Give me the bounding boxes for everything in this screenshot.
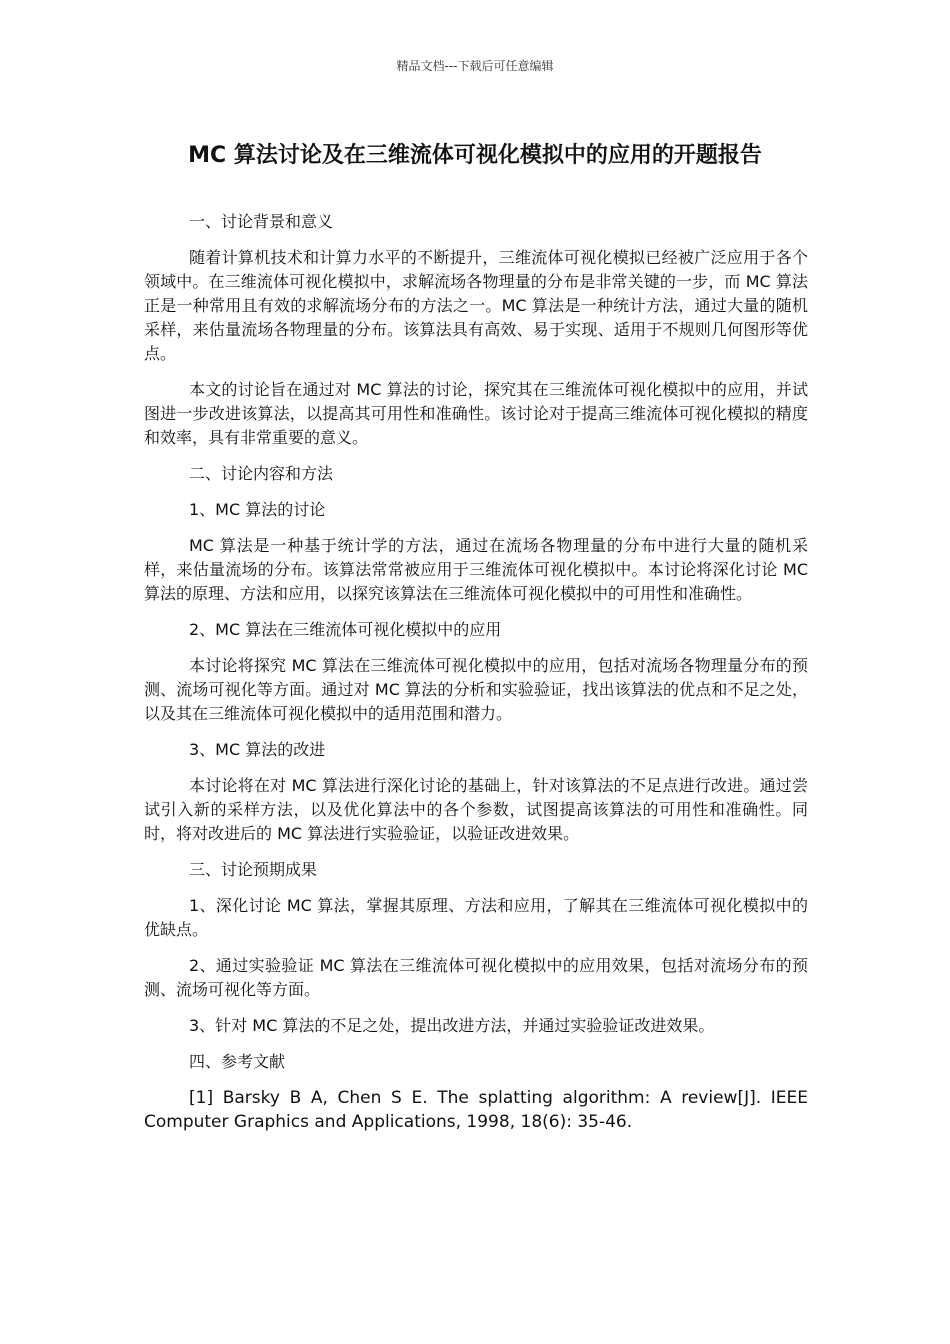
list-item: 2、通过实验验证 MC 算法在三维流体可视化模拟中的应用效果，包括对流场分布的预测、流场可视化等方面。: [144, 956, 808, 999]
subsection-heading: 3、MC 算法的改进: [189, 740, 326, 759]
paragraph: 本文的讨论旨在通过对 MC 算法的讨论，探究其在三维流体可视化模拟中的应用，并试图进一步改进该算法，以提高其可用性和准确性。该讨论对于提高三维流体可视化模拟的精度和效率，具有非常重要的意义。: [144, 380, 808, 447]
section-heading-expected-results: 三、讨论预期成果: [189, 860, 318, 879]
subsection-heading: 1、MC 算法的讨论: [189, 500, 326, 519]
section-heading-content-method: 二、讨论内容和方法: [189, 464, 334, 483]
reference-entry: [1] Barsky B A, Chen S E. The splatting algorithm: A review[J]. IEEE Computer Graphics and Applications, 1998, 18(6): 35-46.: [144, 1088, 808, 1132]
header-note: 精品文档---下载后可任意编辑: [396, 59, 554, 73]
document-body: [144, 210, 808, 1146]
paragraph: 本讨论将探究 MC 算法在三维流体可视化模拟中的应用，包括对流场各物理量分布的预测、流场可视化等方面。通过对 MC 算法的分析和实验验证，找出该算法的优点和不足之处，以及其在三维流体可视化模拟中的适用范围和潜力。: [144, 656, 808, 723]
subsection-heading: 2、MC 算法在三维流体可视化模拟中的应用: [189, 620, 502, 639]
paragraph: 本讨论将在对 MC 算法进行深化讨论的基础上，针对该算法的不足点进行改进。通过尝试引入新的采样方法，以及优化算法中的各个参数，试图提高该算法的可用性和准确性。同时，将对改进后的 MC 算法进行实验验证，以验证改进效果。: [144, 776, 808, 843]
list-item: 3、针对 MC 算法的不足之处，提出改进方法，并通过实验验证改进效果。: [189, 1016, 715, 1035]
paragraph: MC 算法是一种基于统计学的方法，通过在流场各物理量的分布中进行大量的随机采样，来估量流场的分布。该算法常常被应用于三维流体可视化模拟中。本讨论将深化讨论 MC 算法的原理、方法和应用，以探究该算法在三维流体可视化模拟中的可用性和准确性。: [144, 536, 808, 603]
section-heading-references: 四、参考文献: [189, 1052, 286, 1071]
paragraph: 随着计算机技术和计算力水平的不断提升，三维流体可视化模拟已经被广泛应用于各个领域中。在三维流体可视化模拟中，求解流场各物理量的分布是非常关键的一步，而 MC 算法正是一种常用且有效的求解流场分布的方法之一。MC 算法是一种统计方法，通过大量的随机采样，来估量流场各物理量的分布。该算法具有高效、易于实现、适用于不规则几何图形等优点。: [144, 248, 808, 363]
section-heading-background: 一、讨论背景和意义: [189, 212, 334, 231]
document-title: MC 算法讨论及在三维流体可视化模拟中的应用的开题报告: [188, 143, 762, 168]
list-item: 1、深化讨论 MC 算法，掌握其原理、方法和应用，了解其在三维流体可视化模拟中的优缺点。: [144, 896, 808, 939]
